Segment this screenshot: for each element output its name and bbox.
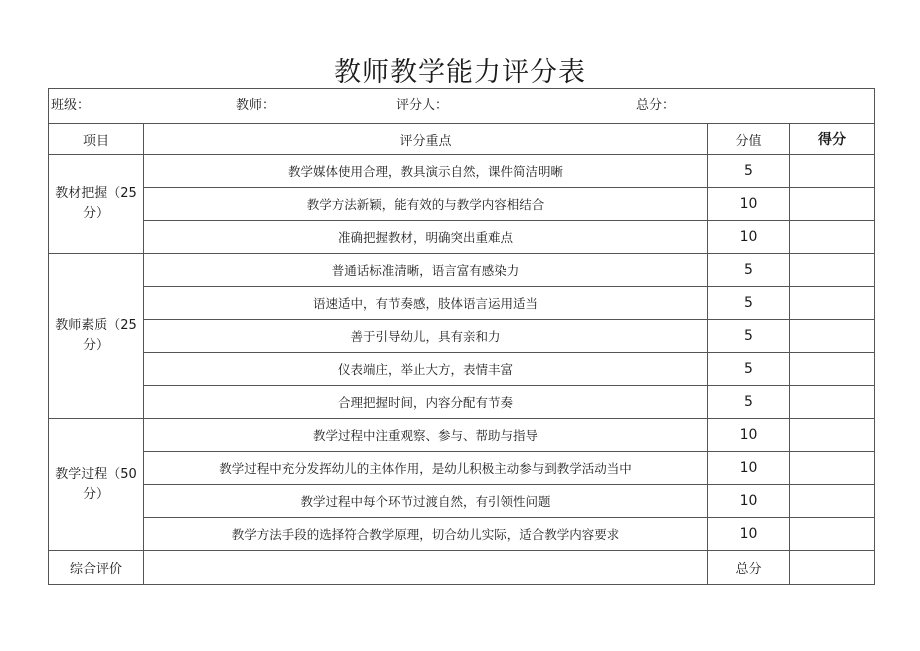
criterion-cell: 仪表端庄，举止大方，表情丰富 [144,353,708,386]
criterion-cell: 教学方法手段的选择符合教学原理，切合幼儿实际，适合教学内容要求 [144,518,708,551]
score-input-cell[interactable] [790,320,875,353]
table-row [49,254,875,287]
class-label: 班级： [51,98,91,113]
info-row [49,89,875,124]
criterion-cell: 教学过程中注重观察、参与、帮助与指导 [144,419,708,452]
header-focus: 评分重点 [144,124,708,155]
score-input-cell[interactable] [790,386,875,419]
category-cell: 教学过程（50分） [49,419,144,551]
score-input-cell[interactable] [790,155,875,188]
criterion-cell: 善于引导幼儿，具有亲和力 [144,320,708,353]
table-row [49,518,875,551]
score-input-cell[interactable] [790,221,875,254]
value-cell: 10 [708,419,790,452]
criterion-cell: 语速适中，有节奏感，肢体语言运用适当 [144,287,708,320]
table-row [49,452,875,485]
footer-total-cell[interactable] [790,551,875,585]
score-input-cell[interactable] [790,419,875,452]
value-cell: 10 [708,518,790,551]
criterion-cell: 合理把握时间，内容分配有节奏 [144,386,708,419]
score-input-cell[interactable] [790,254,875,287]
table-row [49,419,875,452]
comment-label: 综合评价 [49,551,144,585]
value-cell: 5 [708,386,790,419]
table-row [49,320,875,353]
total-score-label: 总分： [636,98,676,113]
value-cell: 10 [708,485,790,518]
score-table [48,88,875,585]
header-score: 得分 [790,124,875,155]
score-input-cell[interactable] [790,518,875,551]
score-input-cell[interactable] [790,353,875,386]
criterion-cell: 教学过程中充分发挥幼儿的主体作用，是幼儿积极主动参与到教学活动当中 [144,452,708,485]
score-input-cell[interactable] [790,452,875,485]
criterion-cell: 准确把握教材，明确突出重难点 [144,221,708,254]
footer-row [49,551,875,585]
table-row [49,221,875,254]
table-row [49,287,875,320]
score-input-cell[interactable] [790,485,875,518]
table-row [49,353,875,386]
header-item: 项目 [49,124,144,155]
criterion-cell: 教学方法新颖，能有效的与教学内容相结合 [144,188,708,221]
criterion-cell: 普通话标准清晰，语言富有感染力 [144,254,708,287]
value-cell: 5 [708,254,790,287]
footer-total-label: 总分 [708,551,790,585]
value-cell: 5 [708,353,790,386]
header-row [49,124,875,155]
score-input-cell[interactable] [790,188,875,221]
value-cell: 5 [708,287,790,320]
table-row [49,188,875,221]
rater-label: 评分人： [396,98,449,113]
criterion-cell: 教学过程中每个环节过渡自然，有引领性问题 [144,485,708,518]
table-row [49,386,875,419]
teacher-label: 教师： [236,98,276,113]
comment-cell[interactable] [144,551,708,585]
value-cell: 10 [708,188,790,221]
value-cell: 10 [708,452,790,485]
value-cell: 10 [708,221,790,254]
value-cell: 5 [708,155,790,188]
page-title: 教师教学能力评分表 [334,57,586,88]
table-row [49,155,875,188]
criterion-cell: 教学媒体使用合理，教具演示自然，课件简洁明晰 [144,155,708,188]
header-value: 分值 [708,124,790,155]
score-input-cell[interactable] [790,287,875,320]
value-cell: 5 [708,320,790,353]
table-row [49,485,875,518]
info-cell [49,89,875,124]
category-cell: 教师素质（25分） [49,254,144,419]
category-cell: 教材把握（25分） [49,155,144,254]
